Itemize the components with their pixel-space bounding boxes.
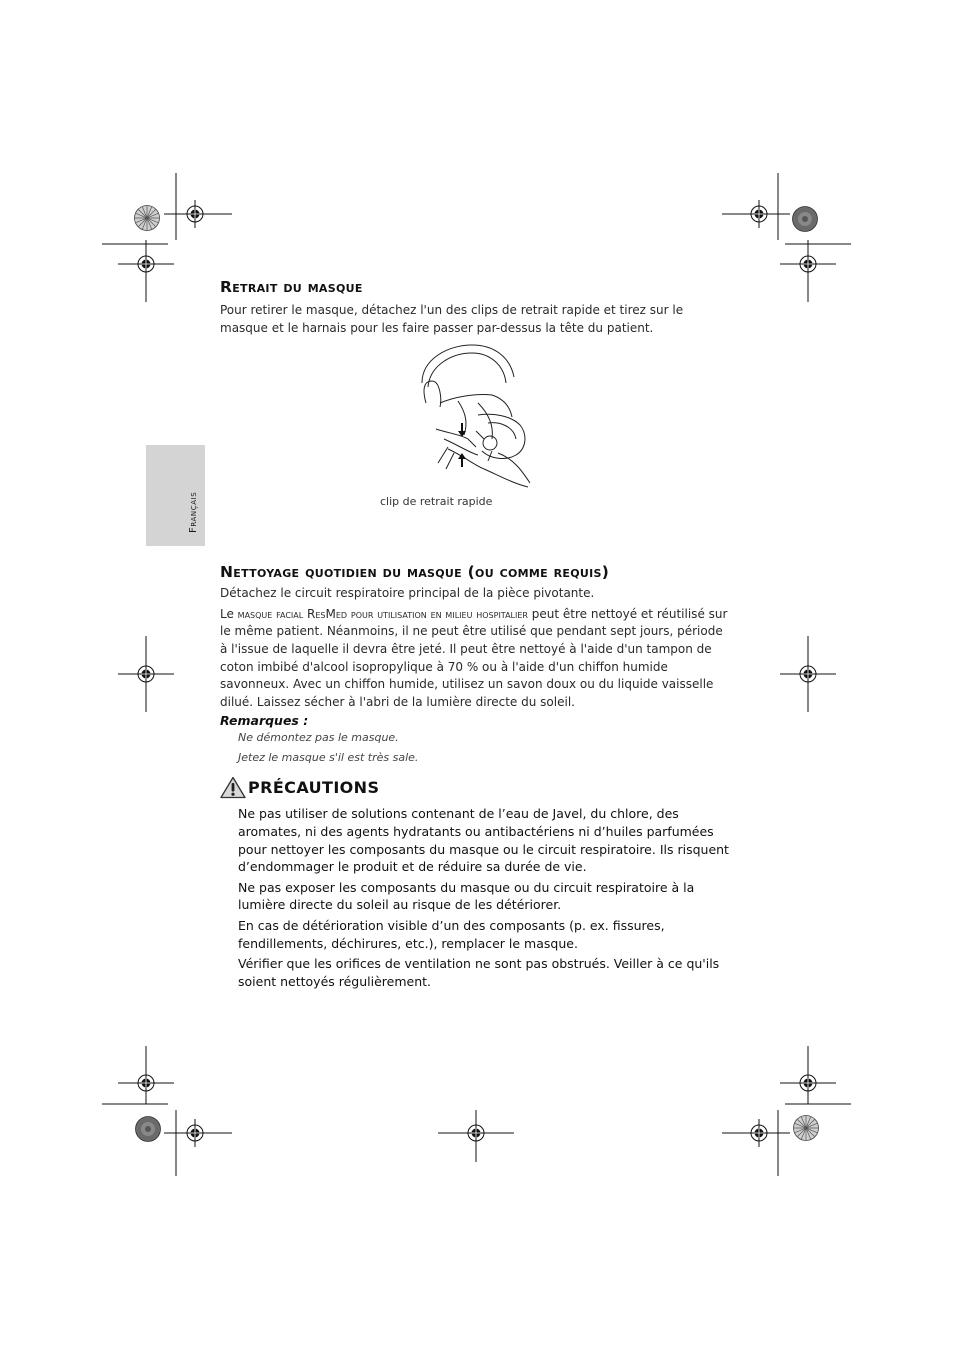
page-content [220,278,732,993]
product-name: masque facial ResMed pour utilisation en milieu hospitalier [237,606,528,621]
mask-removal-figure [220,337,732,523]
precautions-heading [220,776,732,799]
precaution-item: Ne pas exposer les composants du masque ou du circuit respiratoire à la lumière directe du soleil au risque de les détériorer. [238,879,695,913]
notes-title: Remarques : [220,713,309,729]
cleaning-para-2-lead: Le [220,606,238,621]
cleaning-para-1: Détachez le circuit respiratoire principal de la pièce pivotante. [220,586,595,601]
side-tab-label: Français [188,491,199,533]
section-title-daily-cleaning: Nettoyage quotidien du masque (ou comme requis) [220,563,610,582]
warning-triangle-icon [220,776,246,799]
mask-removal-illustration [418,343,540,499]
figure-caption: clip de retrait rapide [380,495,493,509]
cleaning-para-2-rest: peut être nettoyé et réutilisé sur le même patient. Néanmoins, il ne peut être utilisé que pendant sept jours, période à l'issue de laquelle il devra être jeté. Il peut être nettoyé à l'aide d'un tampon de coton imbibé d'alcool isopropylique à 70 % ou à l'aide d'un chiffon humide savonneux. Avec un chiffon humide, utilisez un savon doux ou du liquide vaisselle dilué. Laissez sécher à l'abri de la lumière directe du soleil. [220,606,728,709]
section-title-mask-removal: Retrait du masque [220,278,363,296]
precaution-item: Ne pas utiliser de solutions contenant de l’eau de Javel, du chlore, des aromates, ni des agents hydratants ou antibactériens ni d’huiles parfumées pour nettoyer les composants du masque ou le circuit respiratoire. Ils risquent d’endommager le produit et de réduire sa durée de vie. [238,806,729,875]
note-item: Jetez le masque s'il est très sale. [238,751,419,765]
precaution-item: En cas de détérioration visible d’un des composants (p. ex. fissures, fendillements, déchirures, etc.), remplacer le masque. [238,917,665,951]
precautions-title: PRÉCAUTIONS [248,778,380,798]
precautions-list [238,805,732,990]
mask-removal-text: Pour retirer le masque, détachez l'un des clips de retrait rapide et tirez sur le masque et le harnais pour les faire passer par-dessus la tête du patient. [220,303,684,335]
note-item: Ne démontez pas le masque. [238,731,399,745]
cleaning-para-2 [220,606,732,712]
language-side-tab [146,445,205,546]
precaution-item: Vérifier que les orifices de ventilation ne sont pas obstrués. Veiller à ce qu'ils soient nettoyés régulièrement. [238,956,720,989]
